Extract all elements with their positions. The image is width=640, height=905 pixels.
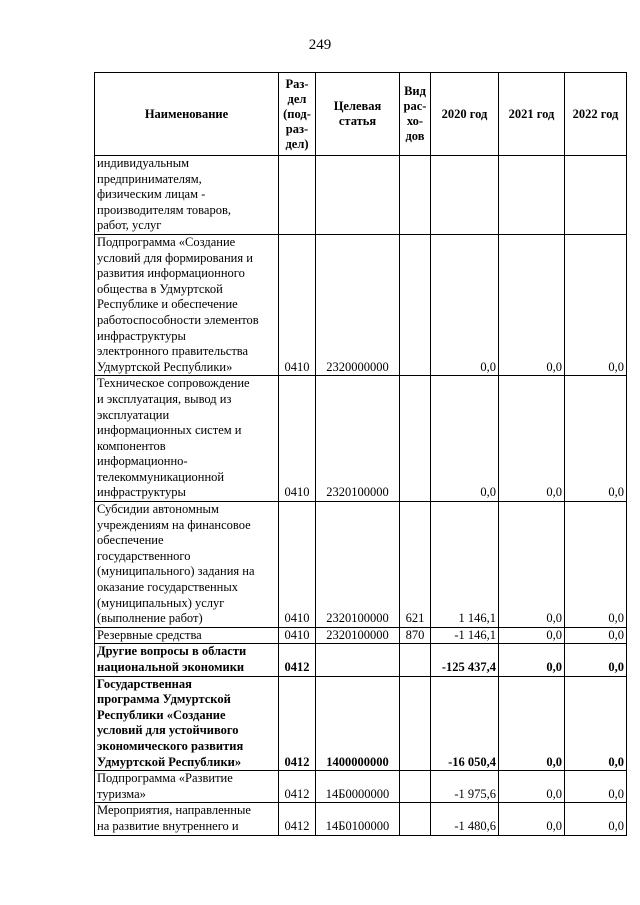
cell-2020: -16 050,4: [431, 676, 499, 771]
cell-name: Подпрограмма «Создание условий для формирования и развития информационного общества в Удмуртской Республике и обеспечение работоспособности элементов инфраструктуры электронного правительства Удмуртской Республики»: [95, 234, 279, 375]
table-row: [95, 803, 627, 835]
cell-target: [316, 156, 400, 235]
cell-2021: 0,0: [499, 644, 565, 676]
cell-2022: 0,0: [565, 771, 627, 803]
cell-2021: 0,0: [499, 676, 565, 771]
cell-section: 0412: [279, 644, 316, 676]
cell-name: Государственная программа Удмуртской Республики «Создание условий для устойчивого экономического развития Удмуртской Республики»: [95, 676, 279, 771]
header-row: [95, 73, 627, 156]
cell-2020: 1 146,1: [431, 502, 499, 628]
cell-2020: 0,0: [431, 376, 499, 502]
cell-2020: -1 146,1: [431, 627, 499, 644]
cell-2022: 0,0: [565, 803, 627, 835]
table-row: [95, 644, 627, 676]
cell-2020: -1 480,6: [431, 803, 499, 835]
header-2020: 2020 год: [431, 73, 499, 156]
table-row: [95, 627, 627, 644]
cell-target: 14Б0000000: [316, 771, 400, 803]
cell-expense-type: [400, 234, 431, 375]
cell-section: 0412: [279, 803, 316, 835]
cell-2020: [431, 156, 499, 235]
cell-2021: 0,0: [499, 234, 565, 375]
table-row: [95, 234, 627, 375]
cell-name: Подпрограмма «Развитие туризма»: [95, 771, 279, 803]
cell-section: 0410: [279, 627, 316, 644]
cell-name: индивидуальным предпринимателям, физическим лицам - производителям товаров, работ, услуг: [95, 156, 279, 235]
cell-2021: 0,0: [499, 803, 565, 835]
cell-2022: [565, 156, 627, 235]
cell-2021: 0,0: [499, 502, 565, 628]
cell-target: 1400000000: [316, 676, 400, 771]
cell-section: 0412: [279, 771, 316, 803]
table-row: [95, 156, 627, 235]
cell-expense-type: 621: [400, 502, 431, 628]
cell-2022: 0,0: [565, 676, 627, 771]
cell-target: 2320100000: [316, 376, 400, 502]
cell-2022: 0,0: [565, 644, 627, 676]
table-row: [95, 771, 627, 803]
cell-expense-type: [400, 156, 431, 235]
cell-expense-type: [400, 771, 431, 803]
cell-section: 0410: [279, 502, 316, 628]
header-section: Раз- дел (под- раз- дел): [279, 73, 316, 156]
cell-2021: [499, 156, 565, 235]
cell-2022: 0,0: [565, 502, 627, 628]
table-row: [95, 376, 627, 502]
cell-2021: 0,0: [499, 376, 565, 502]
cell-2020: -1 975,6: [431, 771, 499, 803]
cell-2022: 0,0: [565, 376, 627, 502]
table-body: [95, 156, 627, 836]
cell-name: Другие вопросы в области национальной экономики: [95, 644, 279, 676]
cell-expense-type: 870: [400, 627, 431, 644]
table-row: [95, 502, 627, 628]
cell-target: 2320100000: [316, 627, 400, 644]
cell-2022: 0,0: [565, 627, 627, 644]
cell-expense-type: [400, 676, 431, 771]
budget-table: [94, 72, 627, 836]
cell-2021: 0,0: [499, 771, 565, 803]
cell-target: 2320100000: [316, 502, 400, 628]
cell-2020: 0,0: [431, 234, 499, 375]
cell-target: 14Б0100000: [316, 803, 400, 835]
cell-name: Субсидии автономным учреждениям на финансовое обеспечение государственного (муниципального) задания на оказание государственных (муниципальных) услуг (выполнение работ): [95, 502, 279, 628]
cell-expense-type: [400, 644, 431, 676]
cell-name: Резервные средства: [95, 627, 279, 644]
cell-2022: 0,0: [565, 234, 627, 375]
header-2021: 2021 год: [499, 73, 565, 156]
cell-section: 0410: [279, 234, 316, 375]
header-expense-type: Вид рас- хо- дов: [400, 73, 431, 156]
header-2022: 2022 год: [565, 73, 627, 156]
cell-target: 2320000000: [316, 234, 400, 375]
cell-section: 0412: [279, 676, 316, 771]
cell-section: 0410: [279, 376, 316, 502]
table-row: [95, 676, 627, 771]
page-number: 249: [308, 37, 332, 53]
cell-2021: 0,0: [499, 627, 565, 644]
header-name: Наименование: [95, 73, 279, 156]
cell-2020: -125 437,4: [431, 644, 499, 676]
cell-expense-type: [400, 803, 431, 835]
cell-section: [279, 156, 316, 235]
header-target: Целевая статья: [316, 73, 400, 156]
cell-target: [316, 644, 400, 676]
cell-expense-type: [400, 376, 431, 502]
cell-name: Техническое сопровождение и эксплуатация, вывод из эксплуатации информационных систем и компонентов информационно- телекоммуникационной инфраструктуры: [95, 376, 279, 502]
cell-name: Мероприятия, направленные на развитие внутреннего и: [95, 803, 279, 835]
